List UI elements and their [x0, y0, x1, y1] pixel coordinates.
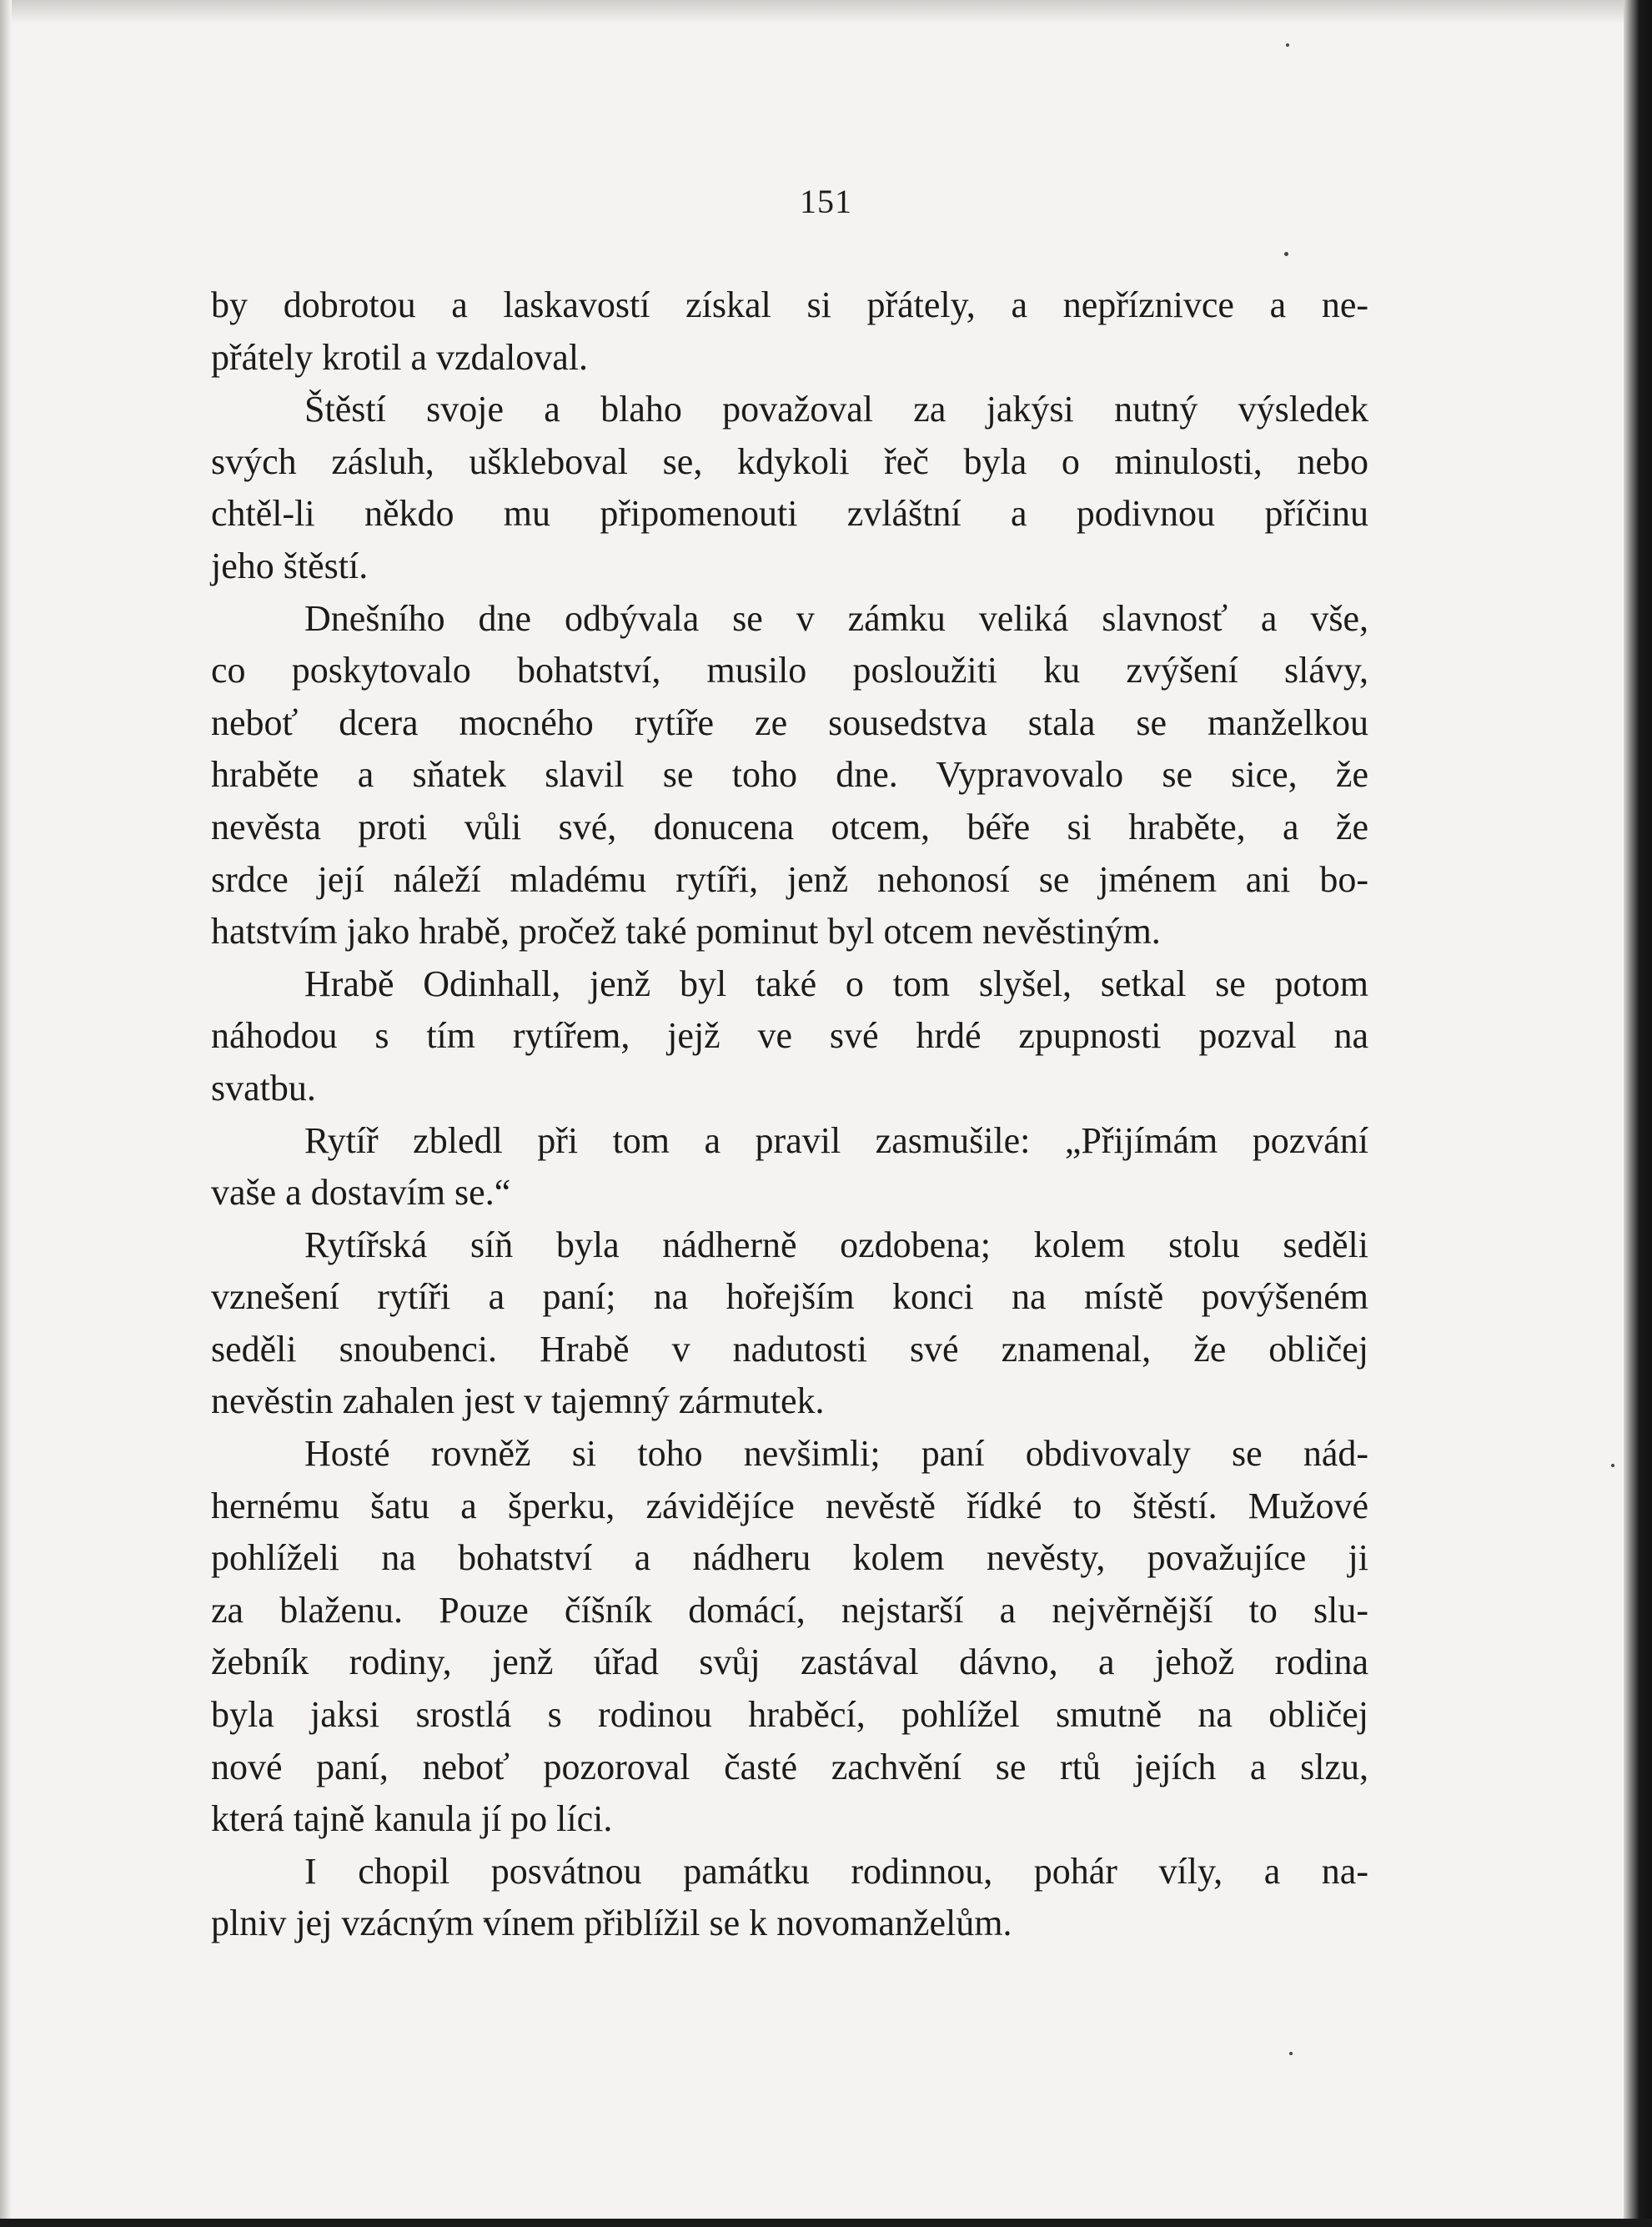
- text-line: nové paní, neboť pozoroval časté zachvění se rtů jejích a slzu,: [211, 1746, 1368, 1787]
- text-line: hernému šatu a šperku, závidějíce nevěstě řídké to štěstí. Mužové: [211, 1485, 1368, 1526]
- text-line: seděli snoubenci. Hrabě v nadutosti své znamenal, že obličej: [211, 1328, 1368, 1370]
- text-line: Rytíř zbledl při tom a pravil zasmušile: „Přijímám pozvání: [304, 1119, 1368, 1161]
- text-line: za blaženu. Pouze číšník domácí, nejstarší a nejvěrnější to slu-: [211, 1589, 1368, 1631]
- text-line: srdce její náleží mladému rytíři, jenž nehonosí se jménem ani bo-: [211, 858, 1368, 900]
- text-line: Hrabě Odinhall, jenž byl také o tom slyšel, setkal se potom: [304, 963, 1368, 1004]
- text-line: hatstvím jako hrabě, pročež také pominut byl otcem nevěstiným.: [211, 911, 1161, 953]
- page-number: 151: [800, 183, 852, 220]
- text-line: svatbu.: [211, 1067, 316, 1108]
- scan-speck: [1611, 1464, 1614, 1467]
- text-line: byla jaksi srostlá s rodinou hraběcí, pohlížel smutně na obličej: [211, 1694, 1368, 1736]
- scan-speck: [1289, 2052, 1293, 2055]
- text-line: by dobrotou a laskavostí získal si přátely, a nepříznivce a ne-: [211, 284, 1368, 325]
- text-line: co poskytovalo bohatství, musilo posloužiti ku zvýšení slávy,: [211, 650, 1368, 691]
- text-line: chtěl-li někdo mu připomenouti zvláštní a podivnou příčinu: [211, 493, 1368, 535]
- text-line: nevěsta proti vůli své, donucena otcem, béře si hraběte, a že: [211, 806, 1368, 847]
- text-line: Štěstí svoje a blaho považoval za jakýsi nutný výsledek: [304, 389, 1368, 430]
- page-edge-bottom: [0, 2219, 1652, 2227]
- body-text: [211, 279, 1368, 1950]
- text-line: vznešení rytíři a paní; na hořejším konci na místě povýšeném: [211, 1276, 1368, 1318]
- text-line: pohlíželi na bohatství a nádheru kolem nevěsty, považujíce ji: [211, 1537, 1368, 1579]
- text-line: vaše a dostavím se.“: [211, 1172, 511, 1214]
- text-line: nevěstin zahalen jest v tajemný zármutek.: [211, 1380, 825, 1422]
- text-line: jeho štěstí.: [211, 545, 369, 586]
- text-line: náhodou s tím rytířem, jejž ve své hrdé zpupnosti pozval na: [211, 1015, 1368, 1057]
- text-line: Hosté rovněž si toho nevšimli; paní obdivovaly se nád-: [304, 1433, 1368, 1475]
- text-line: neboť dcera mocného rytíře ze sousedstva stala se manželkou: [211, 701, 1368, 743]
- page-edge-top: [0, 0, 1652, 23]
- scan-speck: [1284, 252, 1288, 256]
- page-edge-left: [0, 0, 12, 2227]
- text-line: plniv jej vzácným vínem přiblížil se k novomanželům.: [211, 1903, 1012, 1944]
- page-edge-right: [1624, 0, 1652, 2227]
- text-line: Rytířská síň byla nádherně ozdobena; kolem stolu seděli: [304, 1224, 1368, 1265]
- text-line: hraběte a sňatek slavil se toho dne. Vypravovalo se sice, že: [211, 754, 1368, 796]
- text-line: Dnešního dne odbývala se v zámku veliká slavnosť a vše,: [304, 597, 1368, 639]
- text-line: svých zásluh, uškleboval se, kdykoli řeč byla o minulosti, nebo: [211, 440, 1368, 482]
- text-line: žebník rodiny, jenž úřad svůj zastával dávno, a jehož rodina: [211, 1641, 1368, 1683]
- text-line: přátely krotil a vzdaloval.: [211, 336, 589, 378]
- text-line: která tajně kanula jí po líci.: [211, 1798, 613, 1840]
- text-line: I chopil posvátnou památku rodinnou, pohár víly, a na-: [304, 1850, 1368, 1892]
- scan-speck: [1286, 43, 1289, 47]
